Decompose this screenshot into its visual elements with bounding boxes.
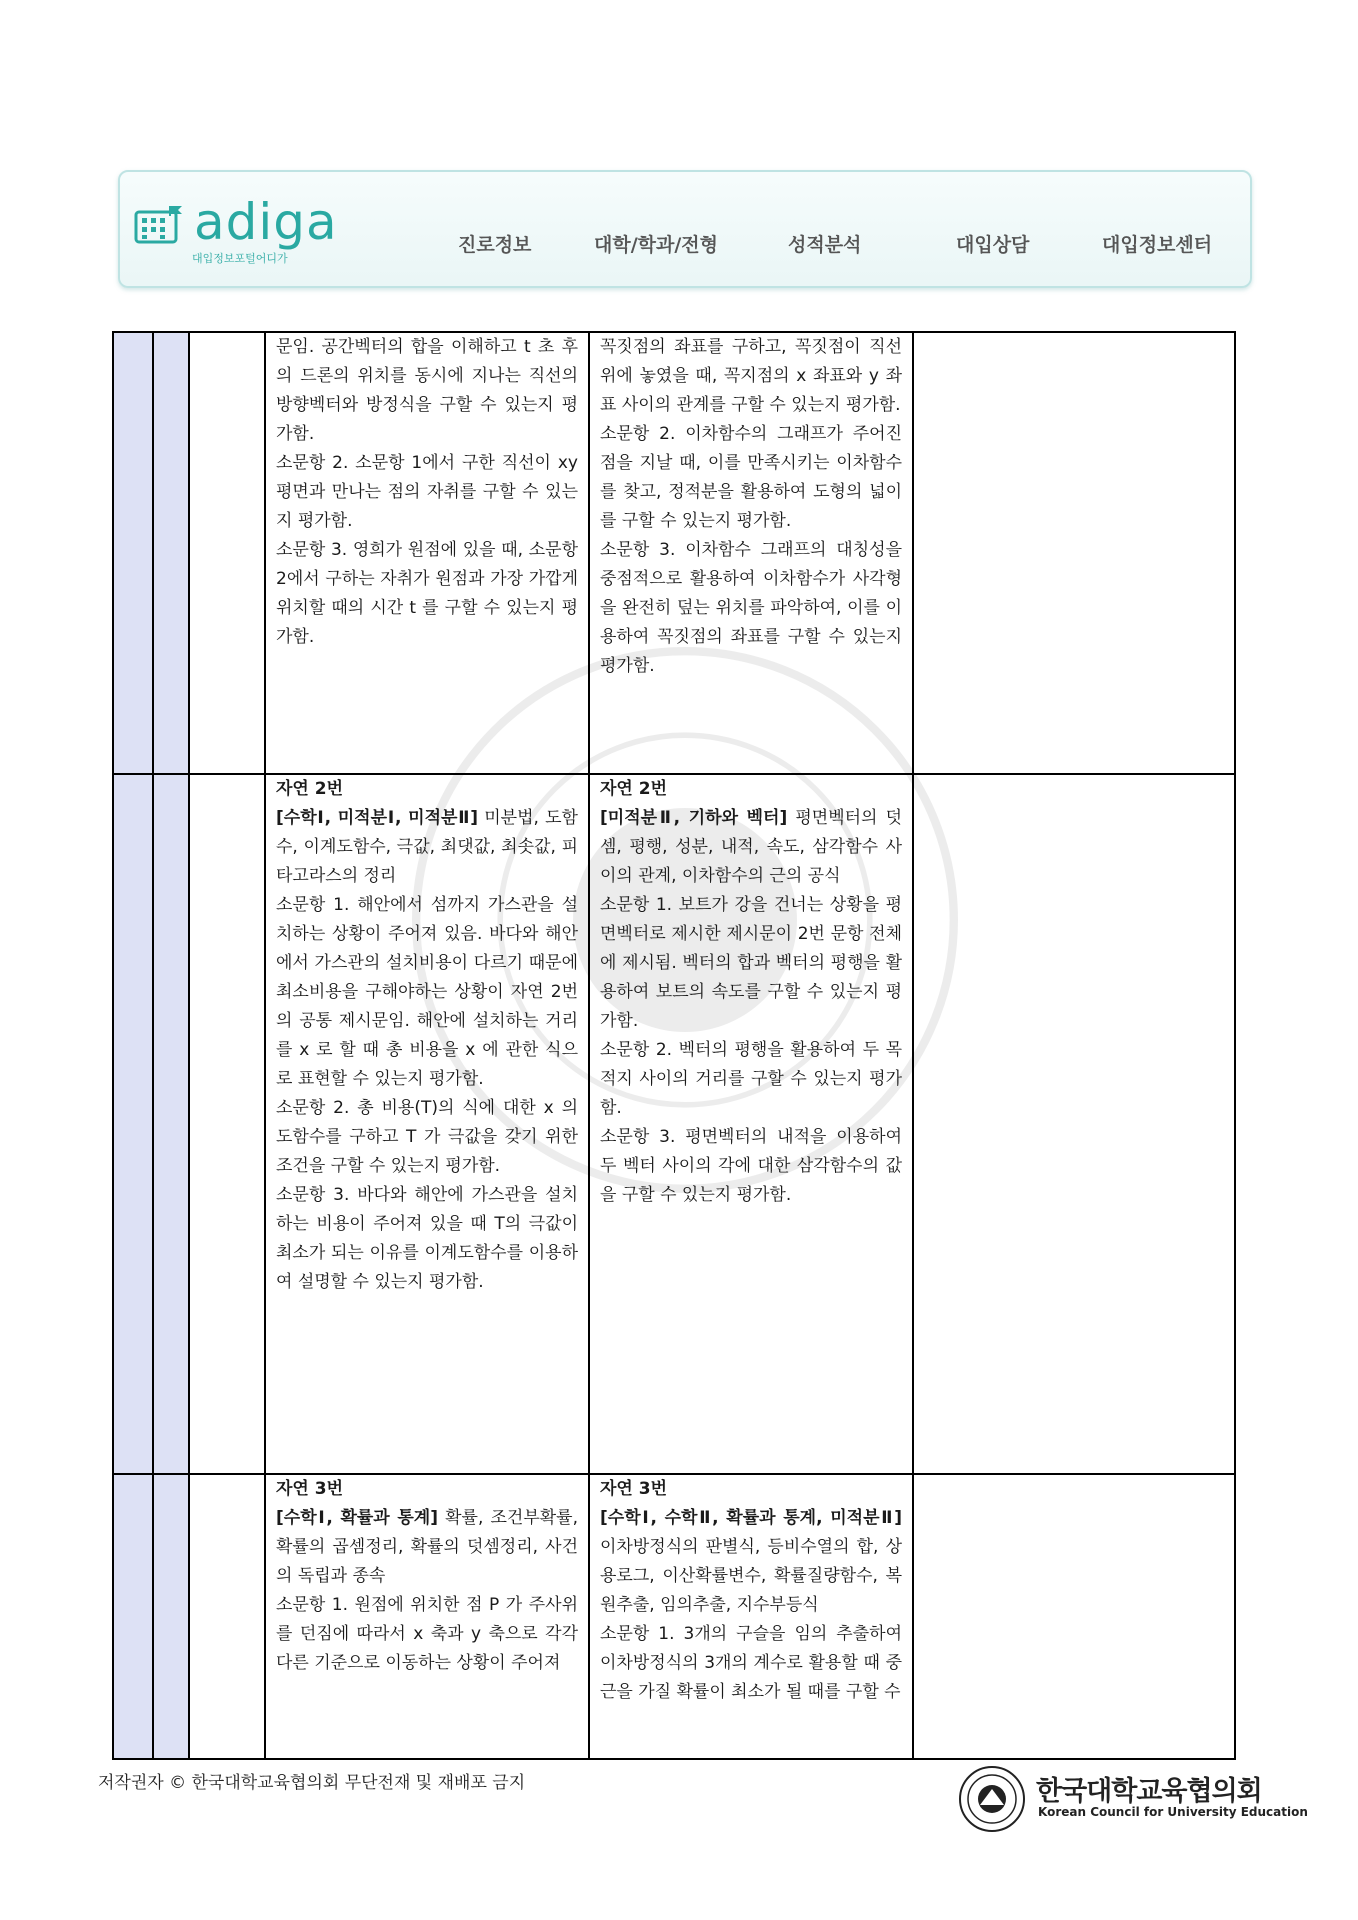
row3-left-cell	[266, 1475, 588, 1758]
row2-right-cell	[590, 775, 912, 1473]
row2-left-para-1: 소문항 1. 해안에서 섬까지 가스관을 설치하는 상황이 주어져 있음. 바다와 해안에서 가스관의 설치비용이 다르기 때문에 최소비용을 구해야하는 상황이 자연 2번의 공통 제시문임. 해안에 설치하는 거리를 x 로 할 때 총 비용을 x 에 관한 식으로 표현할 수 있는지 평가함.	[276, 895, 578, 1089]
kcue-seal-icon	[958, 1765, 1026, 1833]
row3-right-title: 자연 3번	[600, 1479, 668, 1499]
row3-left-subject: [수학Ⅰ, 확률과 통계]	[276, 1508, 438, 1528]
row2-left-cell	[266, 775, 588, 1473]
adiga-logo[interactable]	[134, 194, 364, 264]
row3-left-para-1: 소문항 1. 원점에 위치한 점 P 가 주사위를 던짐에 따라서 x 축과 y 축으로 각각 다른 기준으로 이동하는 상황이 주어져	[276, 1595, 578, 1673]
row2-left-title: 자연 2번	[276, 779, 344, 799]
row1-right-para-3: 소문항 3. 이차함수 그래프의 대칭성을 중점적으로 활용하여 이차함수가 사각형을 완전히 덮는 위치를 파악하여, 이를 이용하여 꼭짓점의 좌표를 구할 수 있는지 평가함.	[600, 540, 902, 676]
header-banner	[118, 170, 1252, 288]
row1-left-para-1: 문임. 공간벡터의 합을 이해하고 t 초 후의 드론의 위치를 동시에 지나는 직선의 방향벡터와 방정식을 구할 수 있는지 평가함.	[276, 337, 578, 444]
row2-right-subject-topics: 평면벡터의 덧셈, 평행, 성분, 내적, 속도, 삼각함수 사이의 관계, 이차함수의 근의 공식	[600, 808, 902, 886]
row1-right-cell	[590, 333, 912, 773]
row1-left-para-3: 소문항 3. 영희가 원점에 있을 때, 소문항 2에서 구하는 자취가 원점과 가장 가깝게 위치할 때의 시간 t 를 구할 수 있는지 평가함.	[276, 540, 578, 647]
nav-admission-info-center[interactable]: 대입정보센터	[1102, 234, 1213, 256]
row1-left-cell	[266, 333, 588, 773]
building-icon	[134, 204, 186, 244]
row2-left-para-2: 소문항 2. 총 비용(T)의 식에 대한 x 의 도함수를 구하고 T 가 극값을 갖기 위한 조건을 구할 수 있는지 평가함.	[276, 1098, 578, 1176]
row3-left-title: 자연 3번	[276, 1479, 344, 1499]
org-name: 한국대학교육협의회	[1036, 1776, 1262, 1807]
org-name-en: Korean Council for University Education	[1038, 1805, 1308, 1819]
row1-left-para-2: 소문항 2. 소문항 1에서 구한 직선이 xy 평면과 만나는 점의 자취를 구할 수 있는지 평가함.	[276, 453, 578, 531]
row3-left-subject-topics: 확률, 조건부확률, 확률의 곱셈정리, 확률의 덧셈정리, 사건의 독립과 종속	[276, 1508, 578, 1586]
row2-right-para-2: 소문항 2. 벡터의 평행을 활용하여 두 목적지 사이의 거리를 구할 수 있는지 평가함.	[600, 1040, 902, 1118]
nav-admission-consulting[interactable]: 대입상담	[956, 234, 1030, 256]
nav-career-info[interactable]: 진로정보	[458, 234, 532, 256]
logo-subtitle: 대입정보포털어디가	[192, 252, 288, 265]
row2-left-para-3: 소문항 3. 바다와 해안에 가스관을 설치하는 비용이 주어져 있을 때 T의 극값이 최소가 되는 이유를 이계도함수를 이용하여 설명할 수 있는지 평가함.	[276, 1185, 578, 1292]
row2-right-subject: [미적분Ⅱ, 기하와 벡터]	[600, 808, 788, 828]
row2-right-para-3: 소문항 3. 평면벡터의 내적을 이용하여 두 벡터 사이의 각에 대한 삼각함수의 값을 구할 수 있는지 평가함.	[600, 1127, 902, 1205]
kcue-logo	[958, 1765, 1308, 1835]
row2-right-title: 자연 2번	[600, 779, 668, 799]
copyright-notice: 저작권자 © 한국대학교육협의회 무단전재 및 재배포 금지	[98, 1773, 526, 1793]
row3-right-subject-topics: 이차방정식의 판별식, 등비수열의 합, 상용로그, 이산확률변수, 확률질량함수, 복원추출, 임의추출, 지수부등식	[600, 1537, 902, 1615]
logo-wordmark: adiga	[194, 193, 338, 251]
evaluation-table	[112, 331, 1236, 1760]
row2-left-subject-topics: 미분법, 도함수, 이계도함수, 극값, 최댓값, 최솟값, 피타고라스의 정리	[276, 808, 578, 886]
row3-right-cell	[590, 1475, 912, 1758]
row2-right-para-1: 소문항 1. 보트가 강을 건너는 상황을 평면벡터로 제시한 제시문이 2번 문항 전체에 제시됨. 벡터의 합과 벡터의 평행을 활용하여 보트의 속도를 구할 수 있는지 평가함.	[600, 895, 902, 1031]
row2-left-subject: [수학Ⅰ, 미적분Ⅰ, 미적분Ⅱ]	[276, 808, 479, 828]
row1-right-para-2: 소문항 2. 이차함수의 그래프가 주어진 점을 지날 때, 이를 만족시키는 이차함수를 찾고, 정적분을 활용하여 도형의 넓이를 구할 수 있는지 평가함.	[600, 424, 902, 531]
nav-score-analysis[interactable]: 성적분석	[788, 234, 862, 256]
row3-right-para-1: 소문항 1. 3개의 구슬을 임의 추출하여 이차방정식의 3개의 계수로 활용할 때 중근을 가질 확률이 최소가 될 때를 구할 수	[600, 1624, 902, 1702]
nav-university-department-admission[interactable]: 대학/학과/전형	[594, 234, 719, 256]
row3-right-subject: [수학Ⅰ, 수학Ⅱ, 확률과 통계, 미적분Ⅱ]	[600, 1508, 902, 1528]
row1-right-para-1: 꼭짓점의 좌표를 구하고, 꼭짓점이 직선 위에 놓였을 때, 꼭지점의 x 좌표와 y 좌표 사이의 관계를 구할 수 있는지 평가함.	[600, 337, 902, 415]
